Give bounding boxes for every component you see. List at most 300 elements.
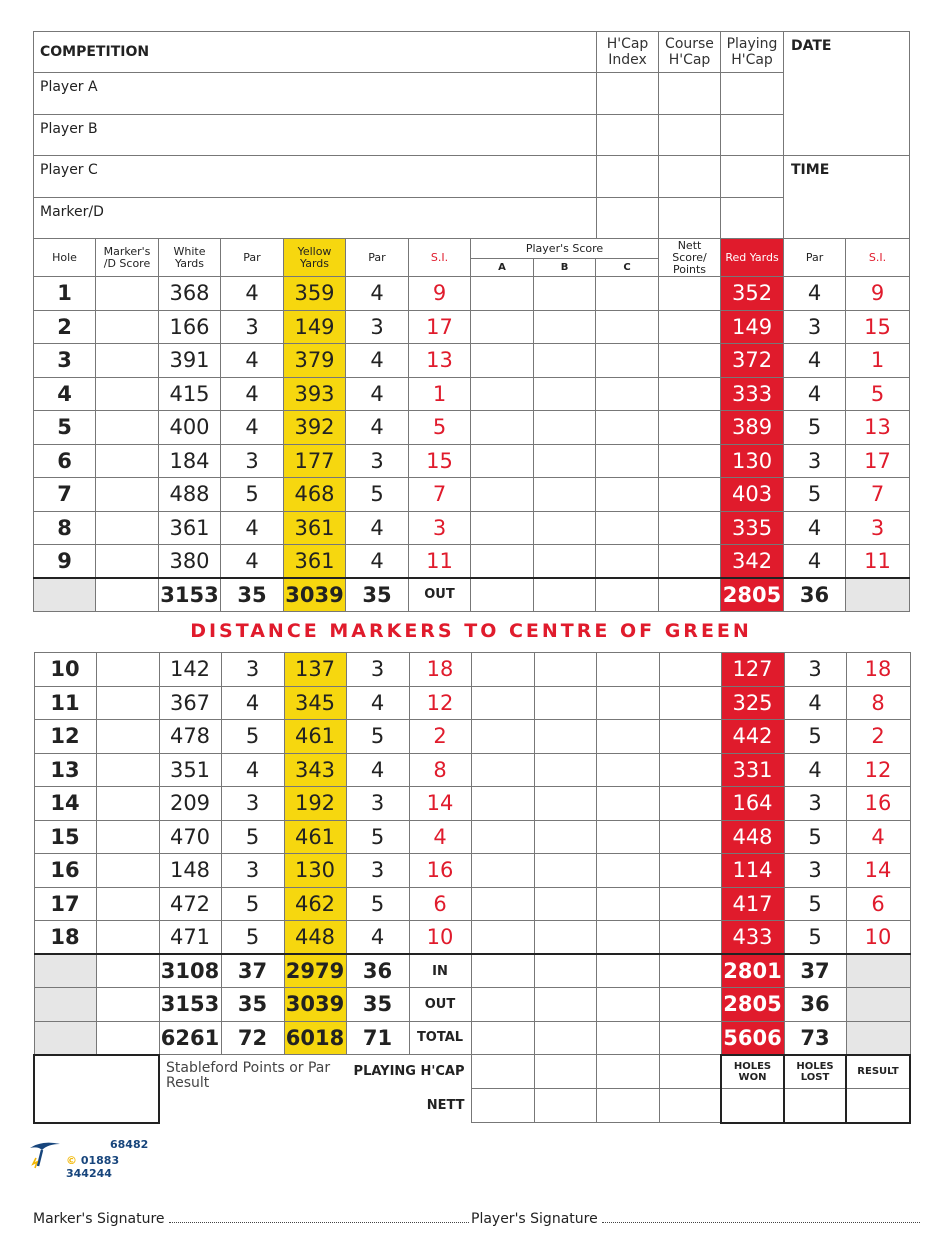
player-b-course-hcap[interactable] (659, 115, 721, 156)
total-score-a[interactable] (471, 1021, 534, 1055)
marker-score-cell[interactable] (96, 686, 159, 720)
total-yellow: 3039 (284, 988, 346, 1022)
player-signature[interactable] (471, 1210, 920, 1227)
par-yellow-header: Par (346, 239, 409, 277)
total-row (34, 954, 910, 988)
total-score-b[interactable] (534, 988, 596, 1022)
total-red: 2801 (721, 954, 784, 988)
score-b-cell[interactable] (534, 653, 596, 687)
white-yards-cell: 368 (159, 277, 221, 311)
score-a-cell[interactable] (471, 653, 534, 687)
yellow-yards-cell: 461 (284, 720, 346, 754)
player-a-hcap-index[interactable] (597, 73, 659, 115)
par-yellow-cell: 3 (346, 653, 409, 687)
si-red-cell: 14 (846, 854, 910, 888)
score-a-cell[interactable] (471, 444, 534, 478)
score-c-cell[interactable] (596, 820, 659, 854)
score-b-cell[interactable] (534, 511, 596, 545)
par-red-cell: 5 (784, 921, 846, 955)
total-score-b[interactable] (534, 1021, 596, 1055)
par-yellow-cell: 3 (346, 787, 409, 821)
nett-cell[interactable] (659, 545, 721, 579)
playing-hcap-b[interactable] (534, 1055, 596, 1089)
si-cell: 7 (409, 478, 471, 512)
marker-score-header: Marker's /D Score (96, 239, 159, 277)
red-yards-cell: 130 (721, 444, 784, 478)
yellow-yards-cell: 468 (284, 478, 346, 512)
marker-score-cell[interactable] (96, 820, 159, 854)
score-b-cell[interactable] (534, 344, 596, 378)
par-white-cell: 5 (221, 921, 284, 955)
par-yellow-cell: 4 (346, 686, 409, 720)
out-white-total: 3153 (159, 578, 221, 611)
score-a-cell[interactable] (471, 686, 534, 720)
score-a-cell[interactable] (471, 820, 534, 854)
par-white-cell: 3 (221, 653, 284, 687)
out-par-yellow: 35 (346, 578, 409, 611)
par-red-cell: 4 (784, 686, 846, 720)
player-c-course-hcap[interactable] (659, 156, 721, 198)
playing-hcap-nett[interactable] (659, 1055, 721, 1089)
score-a-cell[interactable] (471, 753, 534, 787)
marker-score-cell[interactable] (96, 653, 159, 687)
score-b-cell[interactable] (534, 787, 596, 821)
player-b-hcap-index[interactable] (597, 115, 659, 156)
score-b-cell[interactable] (534, 411, 596, 445)
score-c-cell[interactable] (596, 720, 659, 754)
par-yellow-cell: 5 (346, 720, 409, 754)
time-field[interactable]: TIME (784, 156, 910, 239)
holes-won-field[interactable] (721, 1089, 784, 1123)
nett-label: NETT (426, 1098, 465, 1113)
marker-score-cell[interactable] (96, 854, 159, 888)
score-c-cell[interactable] (596, 921, 659, 955)
player-b-col-header: B (534, 259, 596, 277)
hole-row (34, 344, 910, 378)
marker-score-cell[interactable] (96, 411, 159, 445)
par-white-cell: 4 (221, 377, 284, 411)
player-a-field[interactable]: Player A (34, 73, 597, 115)
par-white-header: Par (221, 239, 284, 277)
par-yellow-cell: 4 (346, 511, 409, 545)
score-c-cell[interactable] (596, 887, 659, 921)
score-c-cell[interactable] (596, 653, 659, 687)
hole-number: 2 (34, 310, 96, 344)
score-b-cell[interactable] (534, 545, 596, 579)
hole-row (34, 545, 910, 579)
score-c-cell[interactable] (596, 511, 659, 545)
hole-number: 8 (34, 511, 96, 545)
score-c-cell[interactable] (596, 753, 659, 787)
si-cell: 16 (409, 854, 471, 888)
nett-cell[interactable] (659, 887, 721, 921)
par-yellow-cell: 3 (346, 854, 409, 888)
date-field[interactable]: DATE (784, 32, 910, 156)
total-blank (34, 954, 96, 988)
marker-score-cell[interactable] (96, 377, 159, 411)
printer-logo (28, 1138, 158, 1180)
score-b-cell[interactable] (534, 887, 596, 921)
par-red-cell: 4 (784, 277, 846, 311)
score-b-cell[interactable] (534, 310, 596, 344)
yellow-yards-cell: 130 (284, 854, 346, 888)
score-c-cell[interactable] (596, 787, 659, 821)
white-yards-cell: 380 (159, 545, 221, 579)
nett-cell[interactable] (659, 344, 721, 378)
white-yards-cell: 470 (159, 820, 221, 854)
par-red-header: Par (784, 239, 846, 277)
score-c-cell[interactable] (596, 344, 659, 378)
si-red-cell: 15 (846, 310, 910, 344)
total-par-white: 37 (221, 954, 284, 988)
white-yards-cell: 166 (159, 310, 221, 344)
out-score-b[interactable] (534, 578, 596, 611)
par-white-cell: 5 (221, 820, 284, 854)
hole-row (34, 511, 910, 545)
score-b-cell[interactable] (534, 753, 596, 787)
si-red-cell: 11 (846, 545, 910, 579)
red-yards-cell: 417 (721, 887, 784, 921)
hole-row (34, 887, 910, 921)
nett-cell[interactable] (659, 478, 721, 512)
nett-cell[interactable] (659, 753, 721, 787)
marker-score-cell[interactable] (96, 787, 159, 821)
si-cell: 1 (409, 377, 471, 411)
yellow-yards-cell: 343 (284, 753, 346, 787)
si-red-cell: 7 (846, 478, 910, 512)
nett-cell[interactable] (659, 720, 721, 754)
playing-hcap-c[interactable] (596, 1055, 659, 1089)
par-red-cell: 4 (784, 511, 846, 545)
total-score-a[interactable] (471, 954, 534, 988)
hole-row (34, 444, 910, 478)
marker-score-cell[interactable] (96, 310, 159, 344)
white-yards-cell: 478 (159, 720, 221, 754)
score-b-cell[interactable] (534, 478, 596, 512)
out-score-a[interactable] (471, 578, 534, 611)
holes-lost-header: HOLES LOST (784, 1055, 846, 1089)
total-par-red: 37 (784, 954, 846, 988)
nett-cell[interactable] (659, 277, 721, 311)
hole-number: 11 (34, 686, 96, 720)
si-cell: 18 (409, 653, 471, 687)
score-a-cell[interactable] (471, 854, 534, 888)
score-c-cell[interactable] (596, 545, 659, 579)
nett-nett[interactable] (659, 1089, 721, 1123)
score-a-cell[interactable] (471, 310, 534, 344)
si-red-cell: 4 (846, 820, 910, 854)
nett-cell[interactable] (659, 310, 721, 344)
red-yards-cell: 325 (721, 686, 784, 720)
marker-score-cell[interactable] (96, 921, 159, 955)
holes-lost-field[interactable] (784, 1089, 846, 1123)
player-a-playing-hcap[interactable] (721, 73, 784, 115)
total-label: OUT (409, 988, 471, 1022)
si-cell: 4 (409, 820, 471, 854)
red-yards-cell: 335 (721, 511, 784, 545)
hole-number: 4 (34, 377, 96, 411)
out-score-c[interactable] (596, 578, 659, 611)
nett-cell[interactable] (659, 820, 721, 854)
score-a-cell[interactable] (471, 720, 534, 754)
yellow-yards-cell: 393 (284, 377, 346, 411)
total-blank (96, 578, 159, 611)
marker-score-cell[interactable] (96, 344, 159, 378)
score-b-cell[interactable] (534, 921, 596, 955)
si-red-cell: 6 (846, 887, 910, 921)
hole-row (34, 310, 910, 344)
white-yards-cell: 367 (159, 686, 221, 720)
total-blank (96, 954, 159, 988)
player-a-course-hcap[interactable] (659, 73, 721, 115)
players-score-header: Player's Score (471, 239, 659, 259)
si-red-cell: 10 (846, 921, 910, 955)
si-red-cell: 18 (846, 653, 910, 687)
competition-field[interactable]: COMPETITION (34, 32, 597, 73)
score-c-cell[interactable] (596, 277, 659, 311)
hole-header: Hole (34, 239, 96, 277)
si-red-cell: 9 (846, 277, 910, 311)
hole-number: 13 (34, 753, 96, 787)
total-score-a[interactable] (471, 988, 534, 1022)
score-c-cell[interactable] (596, 854, 659, 888)
red-yards-cell: 403 (721, 478, 784, 512)
par-white-cell: 4 (221, 686, 284, 720)
marker-score-cell[interactable] (96, 887, 159, 921)
player-b-field[interactable]: Player B (34, 115, 597, 156)
score-a-cell[interactable] (471, 511, 534, 545)
score-b-cell[interactable] (534, 854, 596, 888)
total-par-white: 72 (221, 1021, 284, 1055)
par-white-cell: 4 (221, 344, 284, 378)
hole-number: 9 (34, 545, 96, 579)
score-b-cell[interactable] (534, 377, 596, 411)
score-b-cell[interactable] (534, 444, 596, 478)
out-yellow-total: 3039 (284, 578, 346, 611)
hole-number: 15 (34, 820, 96, 854)
score-c-cell[interactable] (596, 444, 659, 478)
si-red-cell: 17 (846, 444, 910, 478)
player-b-playing-hcap[interactable] (721, 115, 784, 156)
marker-score-cell[interactable] (96, 753, 159, 787)
red-yards-cell: 442 (721, 720, 784, 754)
yellow-yards-cell: 361 (284, 545, 346, 579)
nett-b[interactable] (534, 1089, 596, 1123)
total-blank (846, 578, 910, 611)
white-yards-cell: 361 (159, 511, 221, 545)
score-a-cell[interactable] (471, 787, 534, 821)
nett-cell[interactable] (659, 411, 721, 445)
hole-row (34, 377, 910, 411)
score-a-cell[interactable] (471, 277, 534, 311)
score-c-cell[interactable] (596, 686, 659, 720)
nett-cell[interactable] (659, 921, 721, 955)
hole-number: 10 (34, 653, 96, 687)
print-phone (66, 1154, 158, 1180)
total-par-yellow: 35 (346, 988, 409, 1022)
distance-markers-banner: DISTANCE MARKERS TO CENTRE OF GREEN (190, 620, 752, 642)
total-nett[interactable] (659, 954, 721, 988)
si-red-cell: 12 (846, 753, 910, 787)
stableford-box[interactable] (34, 1055, 159, 1123)
nett-cell[interactable] (659, 854, 721, 888)
out-label: OUT (409, 578, 471, 611)
marker-field[interactable]: Marker/D (34, 198, 597, 239)
bird-logo-icon (28, 1140, 62, 1170)
total-blank (34, 578, 96, 611)
score-a-cell[interactable] (471, 377, 534, 411)
marker-score-cell[interactable] (96, 511, 159, 545)
total-white: 6261 (159, 1021, 221, 1055)
score-b-cell[interactable] (534, 720, 596, 754)
nett-cell[interactable] (659, 377, 721, 411)
si-red-cell: 3 (846, 511, 910, 545)
marker-hcap-index[interactable] (597, 198, 659, 239)
total-score-b[interactable] (534, 954, 596, 988)
nett-a[interactable] (471, 1089, 534, 1123)
par-white-cell: 3 (221, 310, 284, 344)
marker-signature-line[interactable] (169, 1210, 469, 1223)
marker-score-cell[interactable] (96, 720, 159, 754)
score-b-cell[interactable] (534, 686, 596, 720)
score-c-cell[interactable] (596, 310, 659, 344)
hole-row (34, 787, 910, 821)
par-yellow-cell: 4 (346, 545, 409, 579)
yellow-yards-cell: 149 (284, 310, 346, 344)
marker-score-cell[interactable] (96, 444, 159, 478)
total-red: 5606 (721, 1021, 784, 1055)
hole-number: 3 (34, 344, 96, 378)
out-red-total: 2805 (721, 578, 784, 611)
player-a-col-header: A (471, 259, 534, 277)
si-cell: 2 (409, 720, 471, 754)
nett-c[interactable] (596, 1089, 659, 1123)
score-c-cell[interactable] (596, 411, 659, 445)
score-b-cell[interactable] (534, 277, 596, 311)
red-yards-cell: 433 (721, 921, 784, 955)
score-c-cell[interactable] (596, 478, 659, 512)
nett-cell[interactable] (659, 686, 721, 720)
si-cell: 12 (409, 686, 471, 720)
total-score-c[interactable] (596, 988, 659, 1022)
hole-number: 6 (34, 444, 96, 478)
hole-row (34, 653, 910, 687)
par-red-cell: 3 (784, 787, 846, 821)
yellow-yards-cell: 379 (284, 344, 346, 378)
red-yards-cell: 372 (721, 344, 784, 378)
par-yellow-cell: 4 (346, 344, 409, 378)
marker-score-cell[interactable] (96, 277, 159, 311)
total-blank (34, 988, 96, 1022)
par-red-cell: 4 (784, 344, 846, 378)
yellow-yards-cell: 461 (284, 820, 346, 854)
player-signature-label: Player's Signature (471, 1211, 598, 1227)
red-yards-cell: 342 (721, 545, 784, 579)
total-nett[interactable] (659, 1021, 721, 1055)
hole-row (34, 478, 910, 512)
marker-course-hcap[interactable] (659, 198, 721, 239)
total-blank (34, 1021, 96, 1055)
print-code: 68482 (110, 1138, 149, 1151)
par-red-cell: 5 (784, 887, 846, 921)
nett-cell[interactable] (659, 787, 721, 821)
nett-cell[interactable] (659, 444, 721, 478)
playing-hcap-a[interactable] (471, 1055, 534, 1089)
hole-number: 14 (34, 787, 96, 821)
white-yards-cell: 472 (159, 887, 221, 921)
marker-signature[interactable] (33, 1210, 469, 1227)
red-yards-cell: 127 (721, 653, 784, 687)
player-c-hcap-index[interactable] (597, 156, 659, 198)
total-label: TOTAL (409, 1021, 471, 1055)
si-cell: 9 (409, 277, 471, 311)
hole-number: 12 (34, 720, 96, 754)
par-red-cell: 5 (784, 478, 846, 512)
nett-cell[interactable] (659, 511, 721, 545)
yellow-yards-cell: 177 (284, 444, 346, 478)
par-red-cell: 3 (784, 310, 846, 344)
total-blank (96, 1021, 159, 1055)
par-white-cell: 4 (221, 545, 284, 579)
front-nine-table (33, 238, 910, 612)
score-a-cell[interactable] (471, 887, 534, 921)
par-red-cell: 4 (784, 545, 846, 579)
yellow-yards-cell: 392 (284, 411, 346, 445)
total-nett[interactable] (659, 988, 721, 1022)
stableford-label: Stableford Points or Par Result (159, 1055, 346, 1123)
marker-score-cell[interactable] (96, 478, 159, 512)
score-a-cell[interactable] (471, 411, 534, 445)
out-total-row (34, 578, 910, 611)
red-yards-cell: 389 (721, 411, 784, 445)
total-score-c[interactable] (596, 1021, 659, 1055)
par-red-cell: 4 (784, 377, 846, 411)
out-nett[interactable] (659, 578, 721, 611)
marker-score-cell[interactable] (96, 545, 159, 579)
par-white-cell: 4 (221, 411, 284, 445)
white-yards-cell: 415 (159, 377, 221, 411)
par-yellow-cell: 3 (346, 310, 409, 344)
hole-number: 16 (34, 854, 96, 888)
si-cell: 17 (409, 310, 471, 344)
total-blank (96, 988, 159, 1022)
white-yards-cell: 351 (159, 753, 221, 787)
score-a-cell[interactable] (471, 921, 534, 955)
player-signature-line[interactable] (602, 1210, 920, 1223)
si-cell: 6 (409, 887, 471, 921)
score-c-cell[interactable] (596, 377, 659, 411)
si-red-cell: 1 (846, 344, 910, 378)
total-yellow: 2979 (284, 954, 346, 988)
phone-number: 01883 344244 (66, 1154, 120, 1180)
marker-playing-hcap[interactable] (721, 198, 784, 239)
out-par-white: 35 (221, 578, 284, 611)
result-field[interactable] (846, 1089, 910, 1123)
total-score-c[interactable] (596, 954, 659, 988)
si-red-cell: 16 (846, 787, 910, 821)
score-a-cell[interactable] (471, 545, 534, 579)
nett-cell[interactable] (659, 653, 721, 687)
white-yards-cell: 488 (159, 478, 221, 512)
score-b-cell[interactable] (534, 820, 596, 854)
par-red-cell: 5 (784, 720, 846, 754)
score-a-cell[interactable] (471, 478, 534, 512)
total-blank (846, 1021, 910, 1055)
score-a-cell[interactable] (471, 344, 534, 378)
player-c-field[interactable]: Player C (34, 156, 597, 198)
player-c-playing-hcap[interactable] (721, 156, 784, 198)
playing-hcap-header: Playing H'Cap (721, 32, 784, 73)
